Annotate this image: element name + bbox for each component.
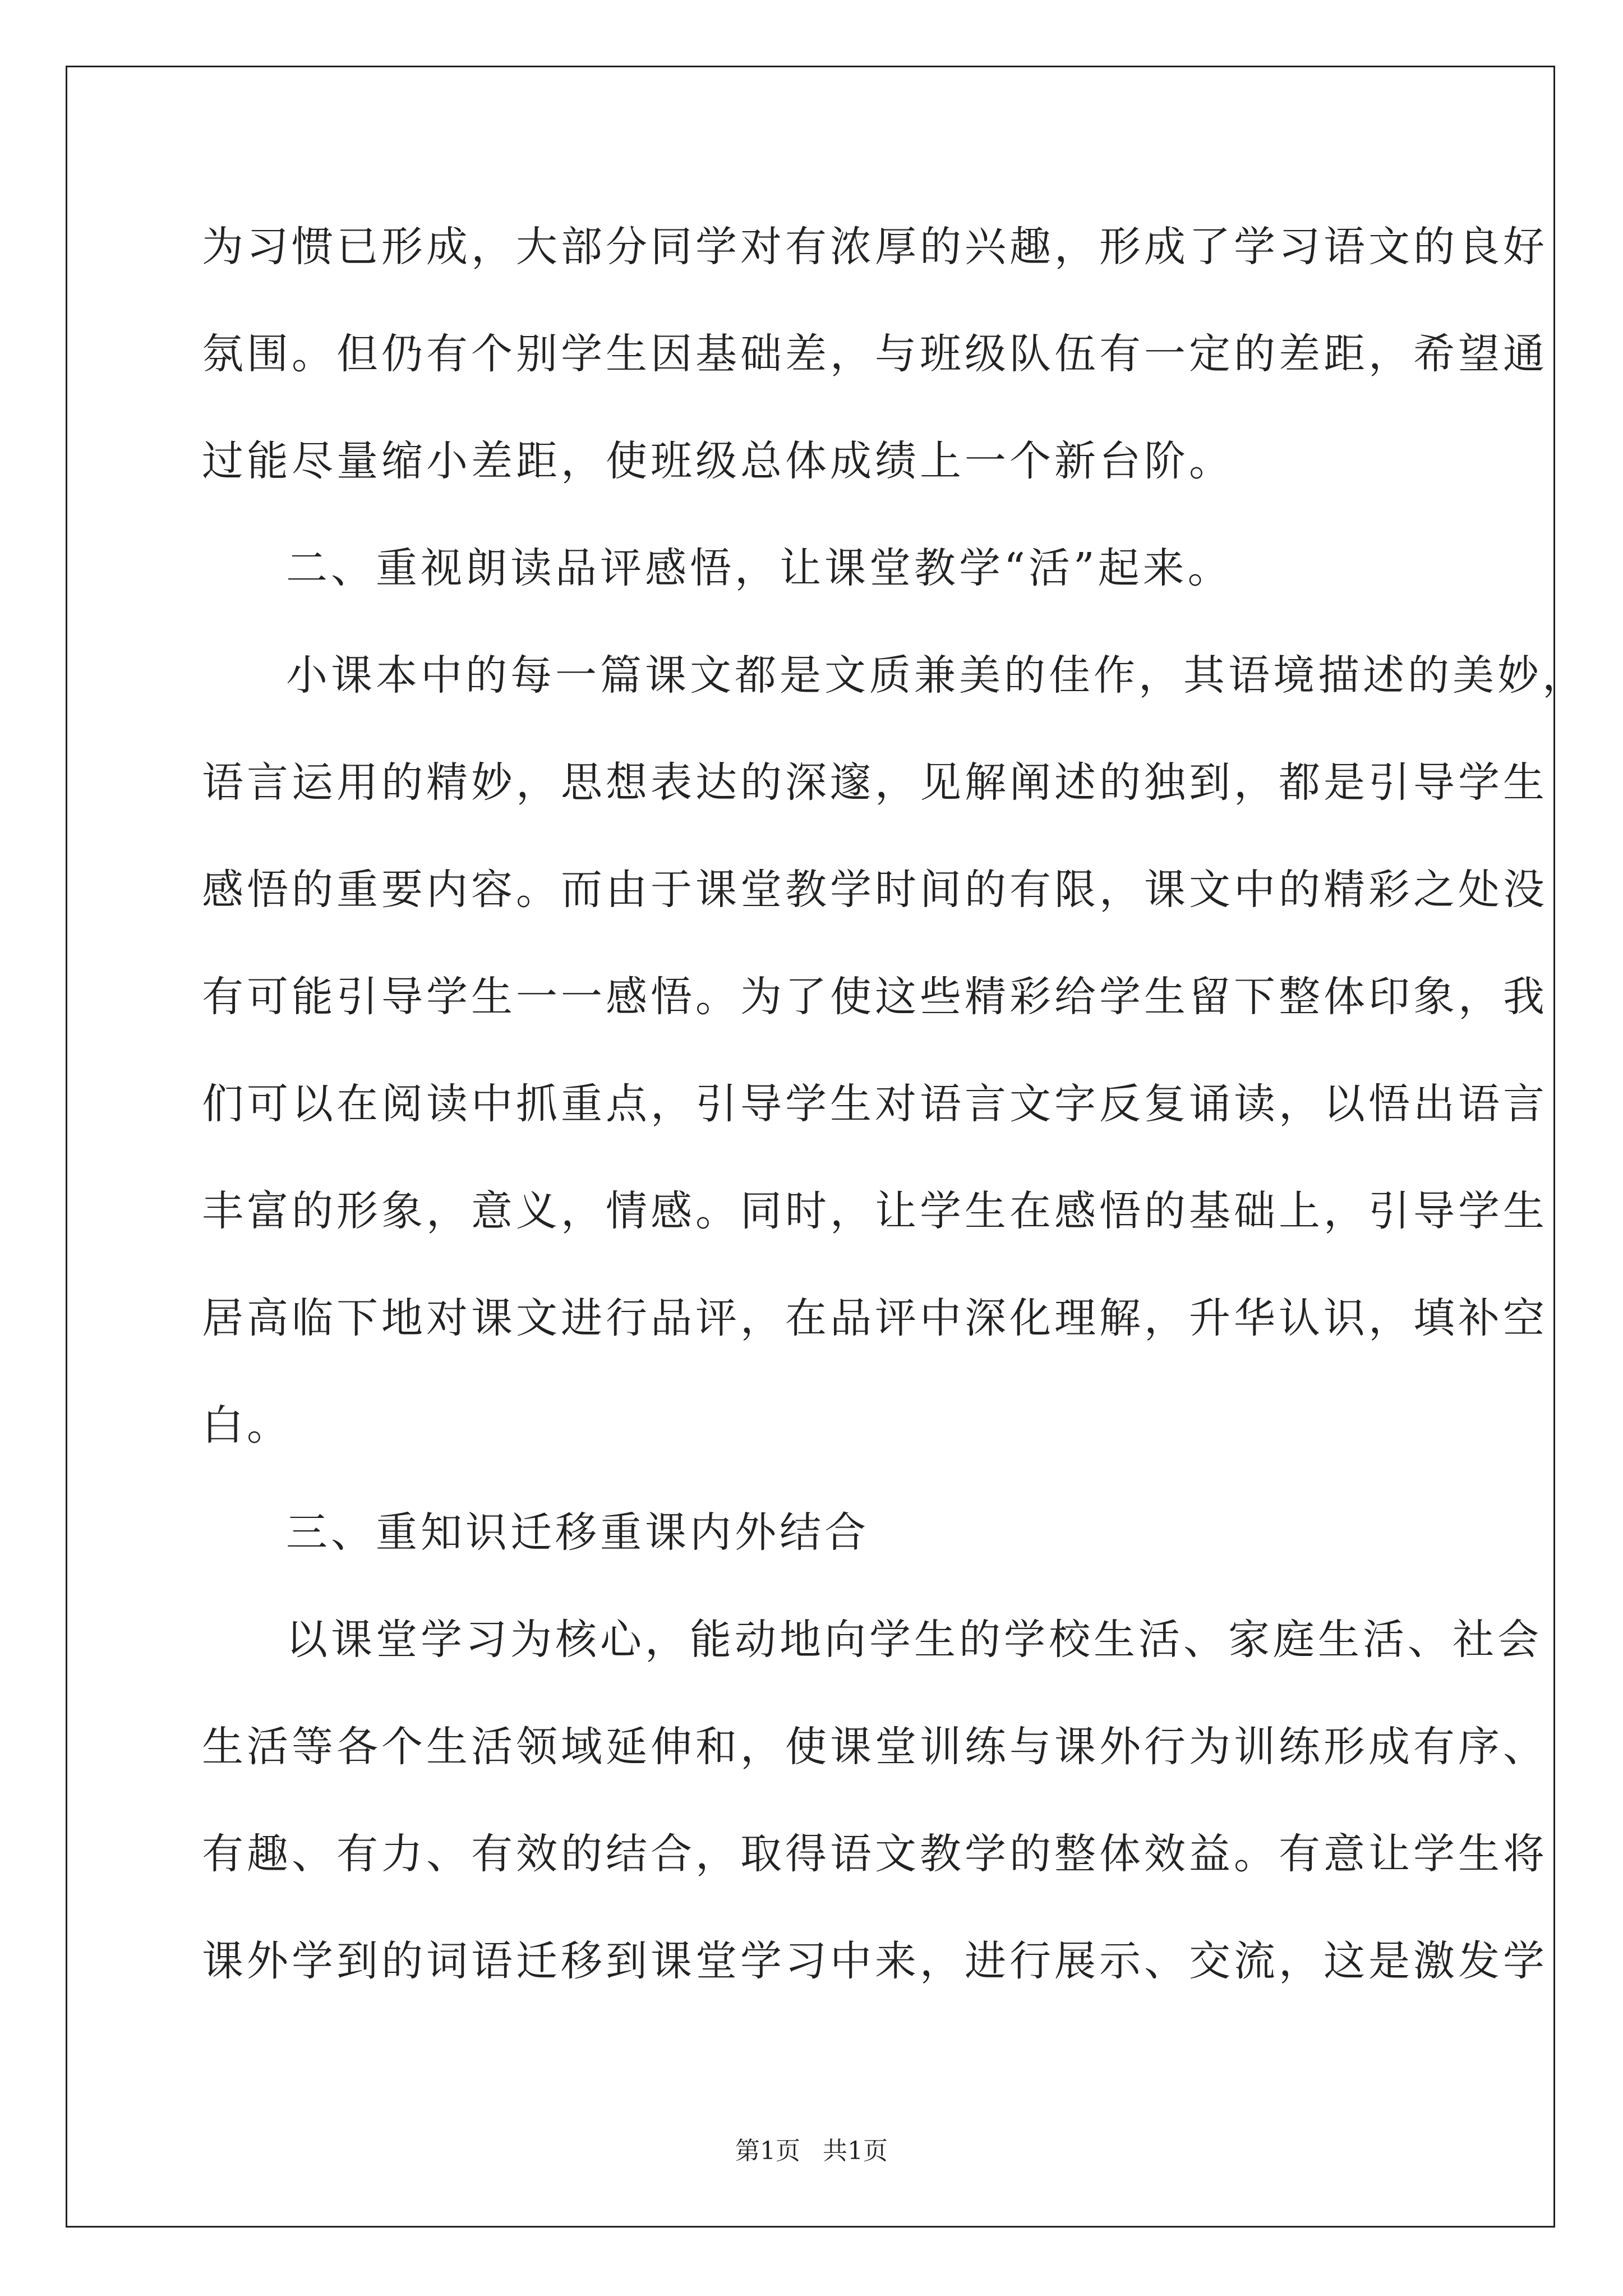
text-line: 居高临下地对课文进行品评，在品评中深化理解，升华认识，填补空 — [202, 1294, 1548, 1342]
page-number: 第1页 — [735, 2137, 800, 2165]
text-line: 白。 — [202, 1401, 292, 1450]
text-line: 小课本中的每一篇课文都是文质兼美的佳作，其语境描述的美妙， — [286, 651, 1587, 700]
section-heading: 二、重视朗读品评感悟，让课堂教学“活”起来。 — [286, 544, 1233, 592]
section-heading: 三、重知识迁移重课内外结合 — [286, 1508, 869, 1557]
text-line: 以课堂学习为核心，能动地向学生的学校生活、家庭生活、社会 — [286, 1616, 1542, 1664]
page-footer — [0, 2131, 1623, 2166]
text-line: 有可能引导学生一一感悟。为了使这些精彩给学生留下整体印象，我 — [202, 973, 1548, 1021]
document-body — [202, 208, 1587, 2029]
text-line: 为习惯已形成，大部分同学对有浓厚的兴趣，形成了学习语文的良好 — [202, 223, 1548, 271]
text-line: 感悟的重要内容。而由于课堂教学时间的有限，课文中的精彩之处没 — [202, 866, 1548, 914]
text-line: 氛围。但仍有个别学生因基础差，与班级队伍有一定的差距，希望通 — [202, 330, 1548, 378]
text-line: 丰富的形象，意义，情感。同时，让学生在感悟的基础上，引导学生 — [202, 1187, 1548, 1235]
text-line: 生活等各个生活领域延伸和，使课堂训练与课外行为训练形成有序、 — [202, 1723, 1548, 1771]
page-total: 共1页 — [823, 2137, 888, 2165]
text-line: 课外学到的词语迁移到课堂学习中来，进行展示、交流，这是激发学 — [202, 1937, 1548, 1985]
text-line: 过能尽量缩小差距，使班级总体成绩上一个新台阶。 — [202, 437, 1234, 485]
text-line: 语言运用的精妙，思想表达的深邃，见解阐述的独到，都是引导学生 — [202, 758, 1548, 807]
text-line: 有趣、有力、有效的结合，取得语文教学的整体效益。有意让学生将 — [202, 1830, 1548, 1878]
text-line: 们可以在阅读中抓重点，引导学生对语言文字反复诵读，以悟出语言 — [202, 1080, 1548, 1128]
